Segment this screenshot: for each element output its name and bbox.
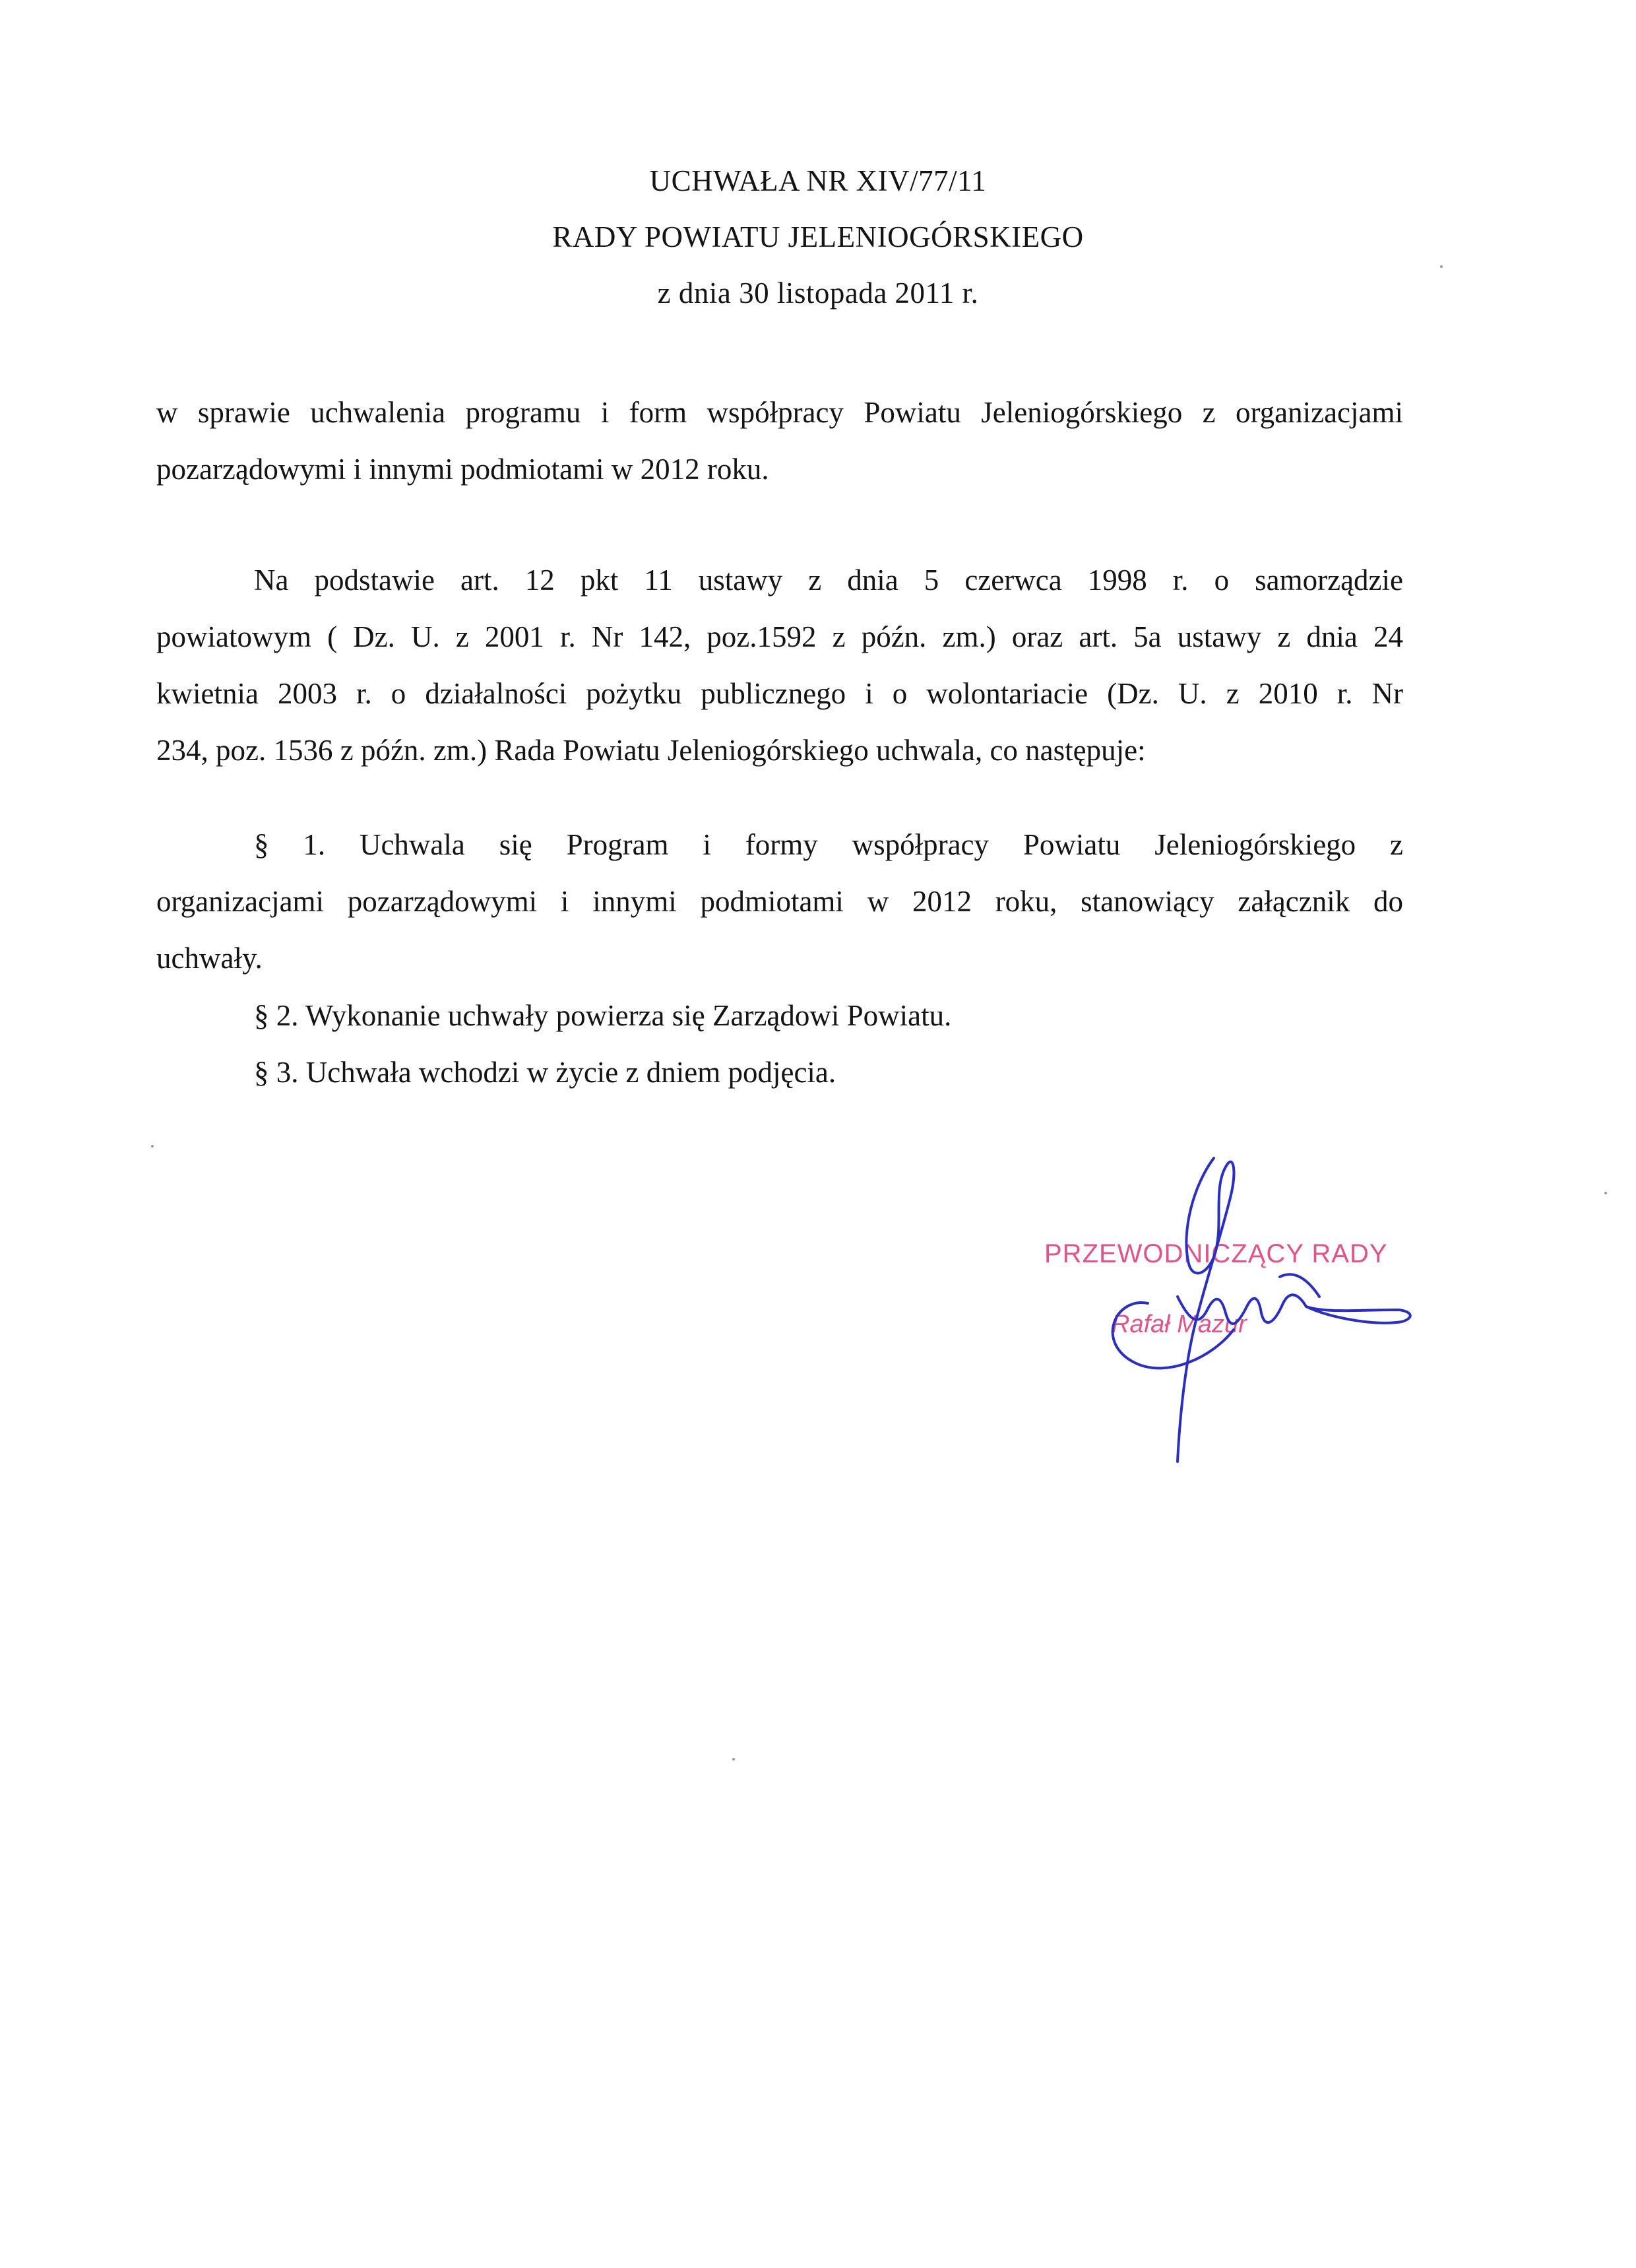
- handwritten-signature: [1016, 1145, 1425, 1475]
- section-1-line: organizacjami pozarządowymi i innymi podmiotami w 2012 roku, stanowiący załącznik do: [156, 885, 1403, 918]
- issuing-body: RADY POWIATU JELENIOGÓRSKIEGO: [552, 220, 1084, 253]
- section-1-line: § 1. Uchwala się Program i formy współpracy Powiatu Jeleniogórskiego z: [254, 828, 1403, 861]
- legal-basis-line: Na podstawie art. 12 pkt 11 ustawy z dnia 5 czerwca 1998 r. o samorządzie: [254, 564, 1403, 597]
- resolution-number: UCHWAŁA NR XIV/77/11: [649, 164, 987, 197]
- resolution-date: z dnia 30 listopada 2011 r.: [657, 276, 979, 309]
- section-1: [156, 816, 1403, 987]
- legal-basis-line: kwietnia 2003 r. o działalności pożytku publicznego i o wolontariacie (Dz. U. z 2010 r. Nr: [156, 677, 1403, 710]
- section-2-line: § 2. Wykonanie uchwały powierza się Zarządowi Powiatu.: [254, 999, 952, 1032]
- stamp-name: Rafał Mazur: [1112, 1311, 1247, 1338]
- subject-line: pozarządowymi i innymi podmiotami w 2012 roku.: [156, 453, 769, 486]
- section-3: [156, 1044, 1403, 1101]
- section-3-line: § 3. Uchwała wchodzi w życie z dniem podjęcia.: [254, 1056, 836, 1089]
- legal-basis-line: 234, poz. 1536 z późn. zm.) Rada Powiatu Jeleniogórskiego uchwala, co następuje:: [156, 734, 1146, 767]
- scan-speck: [151, 1145, 154, 1148]
- scan-speck: [1440, 265, 1443, 268]
- legal-basis-line: powiatowym ( Dz. U. z 2001 r. Nr 142, poz.1592 z późn. zm.) oraz art. 5a ustawy z dnia 24: [156, 620, 1403, 653]
- scan-speck: [732, 1758, 735, 1761]
- legal-basis: [156, 552, 1403, 779]
- section-1-line: uchwały.: [156, 942, 263, 975]
- subject-line: w sprawie uchwalenia programu i form współpracy Powiatu Jeleniogórskiego z organizacjami: [156, 396, 1403, 429]
- scan-speck: [1604, 1192, 1607, 1194]
- stamp-title: PRZEWODNICZĄCY RADY: [1044, 1239, 1388, 1268]
- section-2: [156, 987, 1403, 1044]
- resolution-subject: [156, 384, 1403, 498]
